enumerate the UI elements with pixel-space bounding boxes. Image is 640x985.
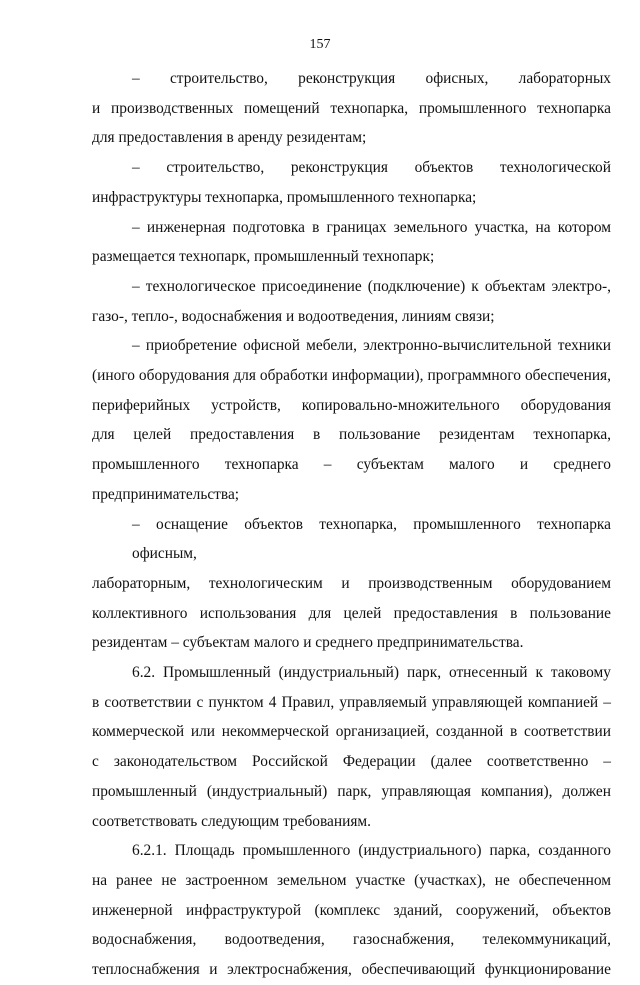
text-line: соответствовать следующим требованиям. [92, 812, 372, 830]
paragraph [92, 64, 611, 153]
paragraph [92, 510, 611, 659]
paragraph [92, 213, 611, 272]
text-line: резидентам – субъектам малого и среднего предпринимательства. [92, 634, 524, 652]
text-line: (иного оборудования для обработки информации), программного обеспечения, [92, 367, 611, 385]
paragraph [92, 836, 611, 985]
page-number: 157 [309, 37, 331, 52]
text-line: и производственных помещений технопарка, промышленного технопарка [92, 99, 611, 117]
text-line: в соответствии с пунктом 4 Правил, управляемый управляющей компанией – [92, 693, 611, 711]
text-line: инженерной инфраструктурой (комплекс зданий, сооружений, объектов [92, 901, 611, 919]
text-line: – инженерная подготовка в границах земельного участка, на котором [132, 218, 611, 236]
text-line: – технологическое присоединение (подключение) к объектам электро-, [132, 277, 611, 295]
text-line: коллективного использования для целей предоставления в пользование [92, 604, 611, 622]
text-line: водоснабжения, водоотведения, газоснабжения, телекоммуникаций, [92, 931, 611, 949]
text-line: 6.2.1. Площадь промышленного (индустриального) парка, созданного [132, 842, 611, 860]
text-line: – оснащение объектов технопарка, промышленного технопарка офисным, [132, 515, 611, 563]
text-line: – приобретение офисной мебели, электронно-вычислительной техники [132, 337, 611, 355]
text-line: инфраструктуры технопарка, промышленного технопарка; [92, 188, 477, 206]
paragraph [92, 658, 611, 836]
text-line: периферийных устройств, копировально-множительного оборудования [92, 396, 611, 414]
paragraph [92, 153, 611, 212]
text-line: с законодательством Российской Федерации (далее соответственно – [92, 753, 611, 771]
text-line: газо-, тепло-, водоснабжения и водоотведения, линиям связи; [92, 307, 495, 325]
text-line: размещается технопарк, промышленный технопарк; [92, 248, 435, 266]
paragraph [92, 272, 611, 331]
document-body [92, 64, 611, 985]
text-line: на ранее не застроенном земельном участке (участках), не обеспеченном [92, 871, 611, 889]
paragraph [92, 331, 611, 509]
text-line: коммерческой или некоммерческой организацией, созданной в соответствии [92, 723, 611, 741]
text-line: 6.2. Промышленный (индустриальный) парк, отнесенный к таковому [132, 664, 611, 682]
text-line: – строительство, реконструкция объектов технологической [132, 159, 611, 177]
text-line: теплоснабжения и электроснабжения, обеспечивающий функционирование [92, 961, 611, 979]
text-line: предпринимательства; [92, 485, 240, 503]
text-line: лабораторным, технологическим и производственным оборудованием [92, 574, 611, 592]
text-line: для предоставления в аренду резидентам; [92, 129, 367, 147]
text-line: промышленного технопарка – субъектам малого и среднего [92, 456, 611, 474]
text-line: – строительство, реконструкция офисных, лабораторных [132, 70, 611, 87]
text-line: для целей предоставления в пользование резидентам технопарка, [92, 426, 611, 444]
text-line: промышленный (индустриальный) парк, управляющая компания), должен [92, 782, 611, 800]
